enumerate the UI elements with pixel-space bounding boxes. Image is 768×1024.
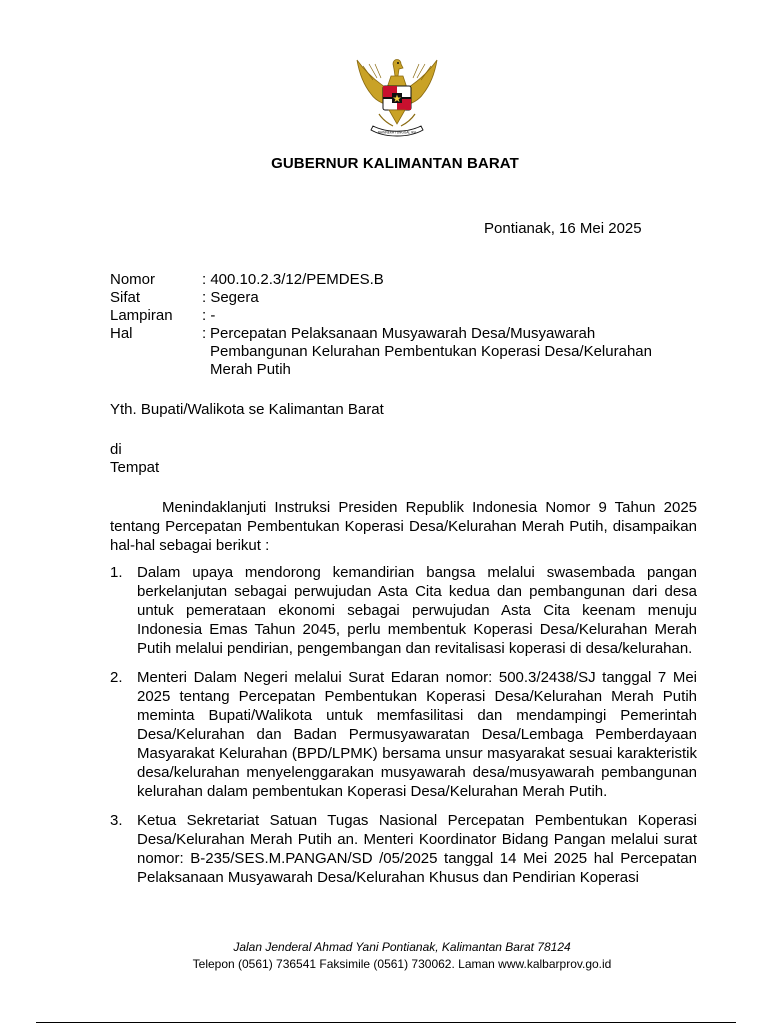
- intro-paragraph-wrap: [110, 498, 697, 555]
- meta-row-hal: [110, 325, 680, 379]
- intro-paragraph: Menindaklanjuti Instruksi Presiden Republik Indonesia Nomor 9 Tahun 2025 tentang Percepatan Pembentukan Koperasi Desa/Kelurahan Merah Putih, disampaikan hal-hal sebagai berikut :: [110, 499, 697, 554]
- at-label: di: [110, 441, 122, 458]
- meta-value-subject: Percepatan Pelaksanaan Musyawarah Desa/Musyawarah Pembangunan Kelurahan Pembentukan Koperasi Desa/Kelurahan Merah Putih: [210, 325, 652, 378]
- meta-label: Hal: [110, 325, 133, 342]
- place-label: Tempat: [110, 459, 160, 476]
- list-item: [110, 563, 697, 658]
- list-item-text: Ketua Sekretariat Satuan Tugas Nasional Percepatan Pembentukan Koperasi Desa/Kelurahan Merah Putih an. Menteri Koordinator Bidang Pangan melalui surat nomor: B-235/SES.M.PANGAN/SD /05/2025 tanggal 14 Mei 2025 hal Percepatan Pelaksanaan Musyawarah Desa/Kelurahan Khusus dan Pendirian Koperasi: [137, 812, 697, 886]
- emblem-motto: BHINNEKA TUNGGAL IKA: [377, 130, 417, 135]
- list-item-text: Menteri Dalam Negeri melalui Surat Edaran nomor: 500.3/2438/SJ tanggal 7 Mei 2025 tentang Percepatan Pembentukan Koperasi Desa/Kelurahan Merah Putih meminta Bupati/Walikota untuk memfasilitasi dan mendampingi Pemerintah Desa/Kelurahan dan Badan Permusyawaratan Desa/Lembaga Pemberdayaan Masyarakat Kelurahan (BPD/LPMK) bersama unsur masyarakat sesuai karakteristik desa/kelurahan menyelenggarakan musyawarah desa/musyawarah pembangunan kelurahan dalam pembentukan Koperasi Desa/Kelurahan Merah Putih.: [137, 669, 697, 800]
- meta-row-sifat: [110, 289, 680, 307]
- meta-colon: :: [202, 325, 207, 342]
- meta-label: Sifat: [110, 289, 141, 306]
- letter-footer: [0, 939, 768, 973]
- footer-divider: [36, 1022, 736, 1023]
- meta-value: : 400.10.2.3/12/PEMDES.B: [202, 271, 384, 288]
- list-item-number: 3.: [110, 812, 123, 829]
- meta-label: Nomor: [110, 271, 156, 288]
- meta-value-wrap: [202, 325, 680, 379]
- footer-contact: Telepon (0561) 736541 Faksimile (0561) 730062. Laman www.kalbarprov.go.id: [192, 957, 612, 971]
- letter-meta: [110, 271, 680, 379]
- meta-row-lampiran: [110, 307, 680, 325]
- footer-address: Jalan Jenderal Ahmad Yani Pontianak, Kalimantan Barat 78124: [233, 940, 571, 954]
- addressee-location: [110, 441, 159, 477]
- addressee: Yth. Bupati/Walikota se Kalimantan Barat: [110, 401, 384, 418]
- garuda-pancasila-emblem: [349, 54, 445, 144]
- place-date: Pontianak, 16 Mei 2025: [484, 220, 642, 237]
- meta-row-nomor: [110, 271, 680, 289]
- meta-value: : -: [202, 307, 216, 324]
- meta-label: Lampiran: [110, 307, 173, 324]
- list-item-number: 1.: [110, 564, 123, 581]
- numbered-list: [110, 563, 697, 897]
- list-item: [110, 668, 697, 801]
- letter-heading: GUBERNUR KALIMANTAN BARAT: [271, 155, 519, 172]
- list-item-number: 2.: [110, 669, 123, 686]
- meta-value: : Segera: [202, 289, 259, 306]
- list-item-text: Dalam upaya mendorong kemandirian bangsa melalui swasembada pangan berkelanjutan sebagai perwujudan Asta Cita kedua dan pembangunan dari desa untuk pemerataan ekonomi sebagai perwujudan Asta Cita keenam menuju Indonesia Emas Tahun 2045, perlu membentuk Koperasi Desa/Kelurahan Merah Putih melalui pendirian, pengembangan dan revitalisasi koperasi di desa/kelurahan.: [137, 564, 697, 657]
- list-item: [110, 811, 697, 887]
